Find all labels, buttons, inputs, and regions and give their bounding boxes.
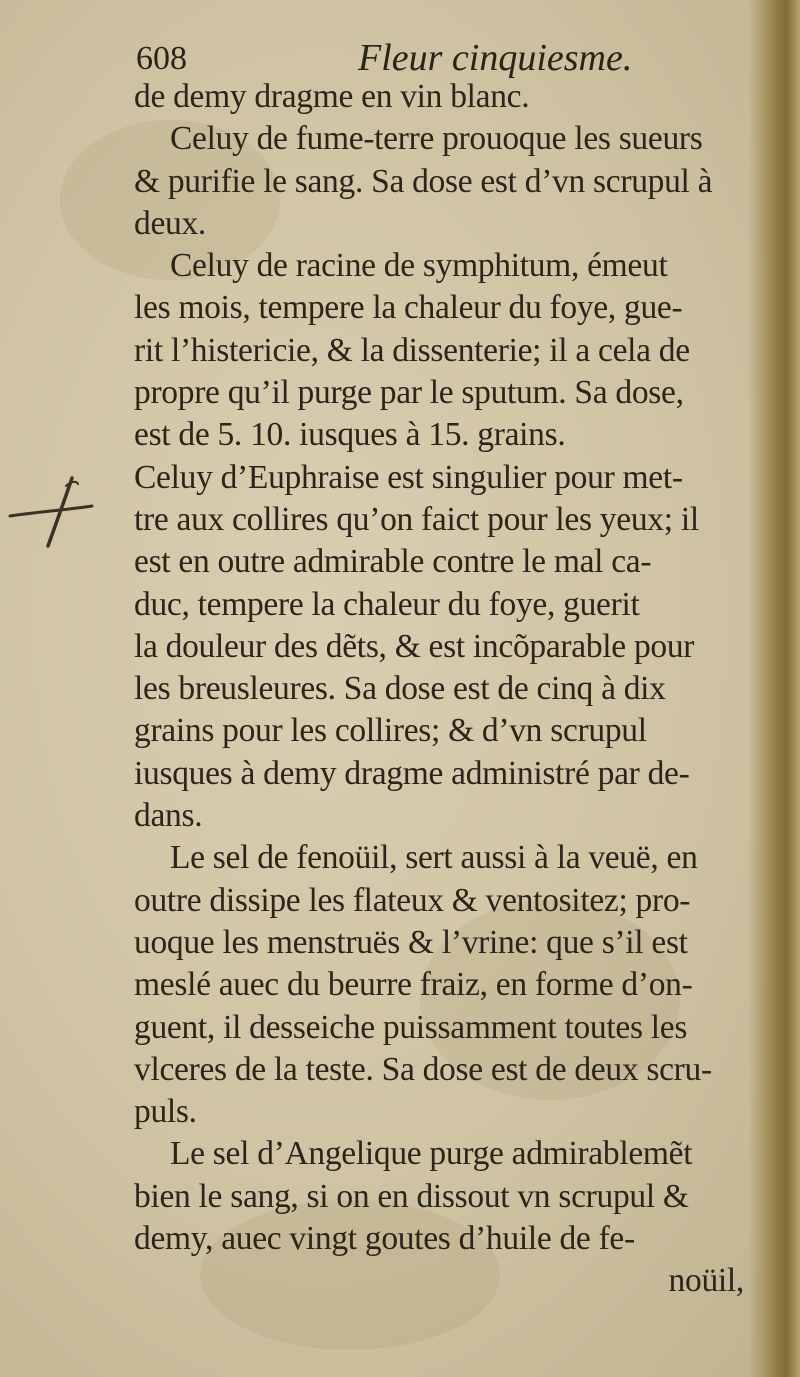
text-line: & purifie le sang. Sa dose est d’vn scrupul à	[134, 162, 713, 200]
page-number: 608	[136, 40, 187, 77]
text-line: noüil,	[668, 1262, 744, 1300]
running-title: Fleur cinquiesme.	[358, 37, 633, 79]
text-line: les breusleures. Sa dose est de cinq à dix	[134, 670, 666, 708]
text-line: Celuy de racine de symphitum, émeut	[170, 247, 668, 285]
text-line: guent, il desseiche puissamment toutes les	[134, 1008, 688, 1046]
text-line: dans.	[134, 797, 203, 835]
text-line: tre aux collires qu’on faict pour les yeux; il	[134, 500, 699, 538]
page-edge	[786, 0, 800, 1377]
text-line: rit l’histericie, & la dissenterie; il a cela de	[134, 331, 690, 369]
text-line: uoque les menstruës & l’vrine: que s’il est	[134, 923, 688, 961]
page-header	[130, 28, 650, 82]
text-line: deux.	[134, 204, 206, 242]
text-line: Celuy d’Euphraise est singulier pour met-	[134, 458, 683, 496]
text-line: duc, tempere la chaleur du foye, guerit	[134, 585, 640, 623]
text-line: demy, auec vingt goutes d’huile de fe-	[134, 1220, 635, 1258]
text-line: bien le sang, si on en dissout vn scrupul &	[134, 1177, 689, 1215]
text-line: Le sel d’Angelique purge admirablemẽt	[170, 1135, 693, 1173]
text-line: meslé auec du beurre fraiz, en forme d’on-	[134, 966, 693, 1004]
text-line: Celuy de fume-terre prouoque les sueurs	[170, 120, 703, 158]
text-line: Le sel de fenoüil, sert aussi à la veuë, en	[170, 839, 698, 877]
text-line: de demy dragme en vin blanc.	[134, 78, 530, 115]
text-line: propre qu’il purge par le sputum. Sa dose,	[134, 374, 684, 412]
text-line: les mois, tempere la chaleur du foye, gue-	[134, 289, 683, 327]
text-line: puls.	[134, 1093, 197, 1131]
text-line: est en outre admirable contre le mal ca-	[134, 543, 652, 581]
text-line: iusques à demy dragme administré par de-	[134, 754, 690, 792]
text-line: grains pour les collires; & d’vn scrupul	[134, 712, 647, 750]
marginal-cross-mark-icon	[6, 472, 96, 552]
body-text	[134, 76, 774, 1303]
text-line: vlceres de la teste. Sa dose est de deux scru-	[134, 1050, 712, 1088]
text-line: la douleur des dẽts, & est incõparable pour	[134, 627, 695, 665]
text-line: outre dissipe les flateux & ventositez; pro-	[134, 881, 691, 919]
text-line: est de 5. 10. iusques à 15. grains.	[134, 416, 566, 454]
